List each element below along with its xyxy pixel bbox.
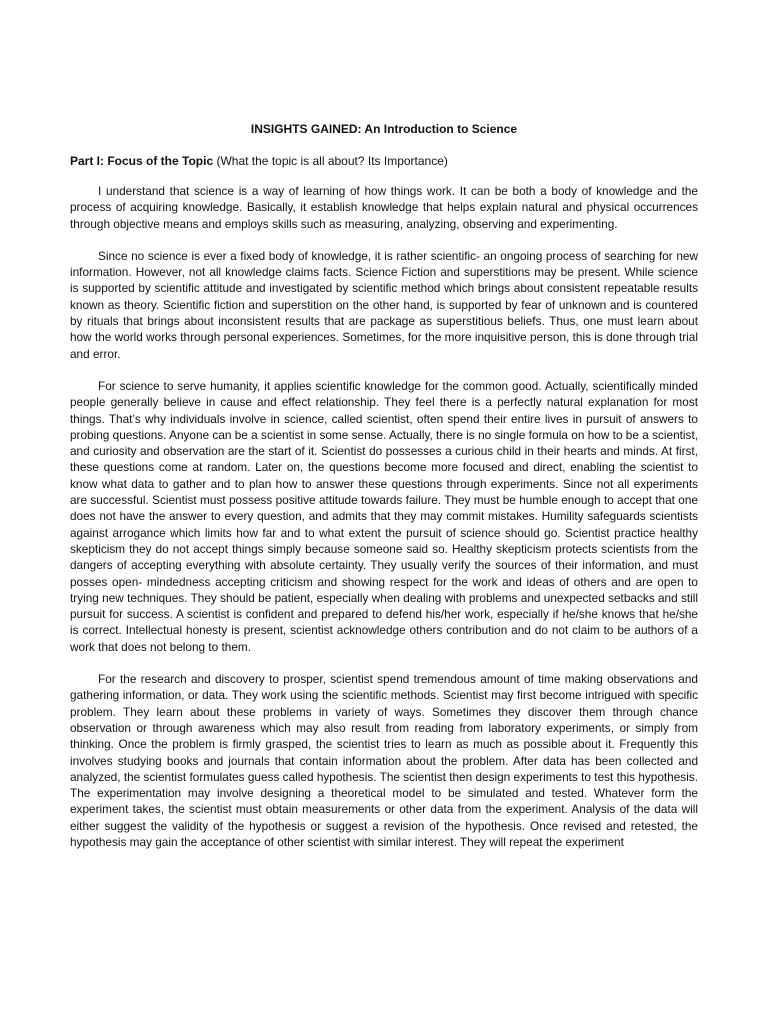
part-heading-rest: (What the topic is all about? Its Importance) [213, 154, 448, 168]
paragraph-4: For the research and discovery to prosper, scientist spend tremendous amount of time making observations and gathering information, or data. They work using the scientific methods. Scientist may first become intrigued with specific problem. They learn about these problems in variety of ways. Sometimes they discover them through chance observation or through awareness which may also result from reading from laboratory experiments, or simply from thinking. Once the problem is firmly grasped, the scientist tries to learn as much as possible about it. Frequently this involves studying books and journals that contain information about the problem. After data has been collected and analyzed, the scientist formulates guess called hypothesis. The scientist then design experiments to test this hypothesis. The experimentation may involve designing a theoretical model to be simulated and tested. Whatever form the experiment takes, the scientist must obtain measurements or other data from the experiment. Analysis of the data will either suggest the validity of the hypothesis or suggest a revision of the hypothesis. Once revised and retested, the hypothesis may gain the acceptance of other scientist with similar interest. They will repeat the experiment [70, 672, 698, 849]
paragraph-1: I understand that science is a way of learning of how things work. It can be both a body of knowledge and the process of acquiring knowledge. Basically, it establish knowledge that helps explain natural and physical occurrences through objective means and employs skills such as measuring, analyzing, observing and experimenting. [70, 184, 698, 231]
document-body [70, 121, 698, 866]
part-heading [70, 153, 698, 169]
document-title: INSIGHTS GAINED: An Introduction to Science [250, 122, 518, 136]
paragraph-2: Since no science is ever a fixed body of knowledge, it is rather scientific- an ongoing process of searching for new information. However, not all knowledge claims facts. Science Fiction and superstitions may be present. While science is supported by scientific attitude and investigated by scientific method which brings about consistent repeatable results known as theory. Scientific fiction and superstition on the other hand, is supported by fear of unknown and is countered by rituals that brings about inconsistent results that are package as superstitious beliefs. Thus, one must learn about how the world works through personal experiences. Sometimes, for the more inquisitive person, this is done through trial and error. [70, 248, 698, 361]
part-heading-lead: Part I: Focus of the Topic [70, 154, 214, 168]
paragraph-3: For science to serve humanity, it applies scientific knowledge for the common good. Actually, scientifically minded people generally believe in cause and effect relationship. They feel there is a perfectly natural explanation for most things. That’s why individuals involve in science, called scientist, often spend their entire lives in pursuit of answers to probing questions. Anyone can be a scientist in some sense. Actually, there is no single formula on how to be a scientist, and curiosity and observation are the start of it. Scientist do possesses a curious child in their hearts and minds. At first, these questions come at random. Later on, the questions become more focused and direct, enabling the scientist to know what data to gather and to plan how to answer these questions through experiments. Since not all experiments are successful. Scientist must possess positive attitude towards failure. They must be humble enough to accept that one does not have the answer to every question, and admits that they may commit mistakes. Humility safeguards scientists against arrogance which limits how far and to what extent the pursuit of science should go. Scientist practice healthy skepticism they do not accept things simply because someone said so. Healthy skepticism protects scientists from the dangers of accepting everything with absolute certainty. They usually verify the sources of their information, and must posses open- mindedness accepting criticism and showing respect for the work and ideas of others and are open to trying new techniques. They should be patient, especially when dealing with problems and unexpected setbacks and still pursuit for success. A scientist is confident and prepared to defend his/her work, especially if he/she knows that he/she is correct. Intellectual honesty is present, scientist acknowledge others contribution and do not claim to be authors of a work that does not belong to them. [70, 378, 698, 654]
